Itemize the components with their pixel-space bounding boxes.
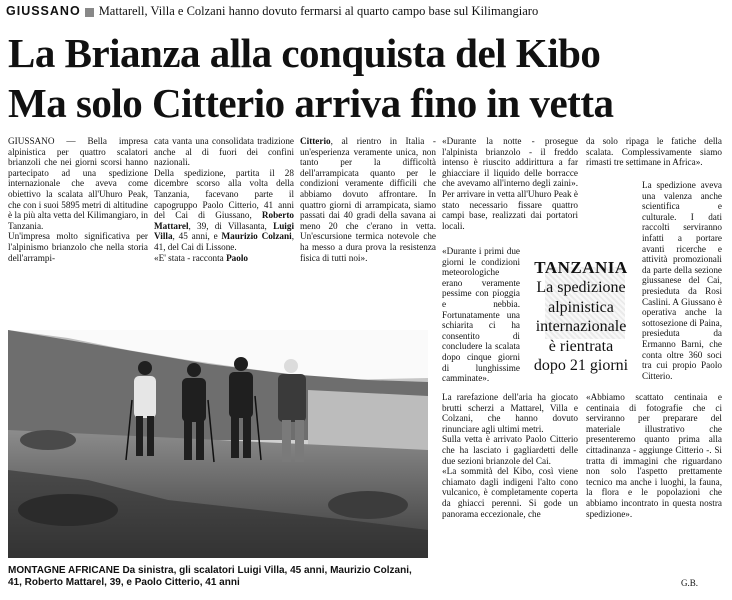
- article-column-2: [154, 136, 294, 263]
- article-column-5-bottom: [586, 392, 722, 519]
- paragraph: da solo ripaga le fatiche della scalata. Complessivamente siamo rimasti tre settimane in Africa».: [586, 136, 722, 168]
- paragraph: «Abbiamo scattato centinaia e centinaia di fotografie che ci serviranno per preparare del materiale illustrativo che presenteremo quanto prima alla cittadinanza - aggiunge Citterio -. Si tratta di immagini che riguardano non solo l'aspetto prettamente tecnico ma anche i luoghi, la fauna, la flora e le popolazioni che abbiamo incontrato in questa nostra spedizione».: [586, 392, 722, 519]
- climbers-photo: [8, 330, 428, 558]
- paragraph: La spedizione aveva una valenza anche scientifica e culturale. I dati raccolti serviranno infatti a portare avanti ricerche e attività promozionali da parte della sezione giussanese del Cai, presieduta da Rosi Caslini. A Giussano è operativa anche la sottosezione di Paina, presieduta da Ermanno Barni, che conta oltre 360 soci tra cui propio Paolo Citterio.: [642, 180, 722, 381]
- tanzania-callout: [525, 255, 637, 381]
- callout-line: La spedizione: [536, 279, 626, 296]
- headline-line-1: La Brianza alla conquista del Kibo: [8, 30, 601, 76]
- callout-line: alpinistica: [548, 298, 614, 316]
- square-bullet-icon: [85, 8, 94, 17]
- article-column-5-top: [586, 136, 722, 168]
- subheadline: Mattarell, Villa e Colzani hanno dovuto fermarsi al quarto campo base sul Kilimangiaro: [98, 4, 539, 18]
- headline-line-2: Ma solo Citterio arriva fino in vetta: [8, 80, 614, 126]
- name-citterio: Citterio: [300, 136, 331, 146]
- article-column-4-top: [442, 136, 578, 231]
- paragraph: Un'impresa molto significativa per l'alpinismo brianzolo che nella storia dell'arrampi-: [8, 231, 148, 263]
- article-column-5-narrow: [642, 180, 722, 381]
- paragraph: GIUSSANO — Bella impresa alpinistica per quattro scalatori brianzoli che nei giorni scorsi hanno partecipato ad una spedizione internazionale che aveva come obiettivo la scalata all'Uhuro Peak, che con i suoi 5895 metri di altitudine è la più alta vetta del Kilimangiaro, in Tanzania.: [8, 136, 148, 231]
- paragraph: «Durante la notte - prosegue l'alpinista brianzolo - il freddo intenso è riuscito addirittura a far ghiacciare il liquido delle borracce che avevamo all'interno degli zaini». Per arrivare in vetta all'Uhuro Peak è stato necessario fissare quattro campi base, realizzati dai portatori locali.: [442, 136, 578, 231]
- paragraph: Della spedizione, partita il 28 dicembre scorso alla volta della Tanzania, facevano parte il capogruppo Paolo Citterio, 41 anni del Cai di Giussano, Roberto Mattarel, 39, di Villasanta, Luigi Villa, 45 anni, e Maurizio Colzani, 41, del Cai di Lissone.: [154, 167, 294, 252]
- paragraph: «E' stata - racconta Paolo: [154, 252, 249, 263]
- paragraph: Citterio, al rientro in Italia - un'esperienza veramente unica, non tanto per la difficoltà dell'arrampicata quanto per le condizioni veramente difficili che abbiamo dovuto affrontare. In quattro giorni di arrampicata, siamo passati dai 40 gradi della savana ai meno 20 che c'erano in vetta. Un'escursione termica notevole che ha messo a dura prova la resistenza fisica di tutti noi».: [300, 136, 436, 263]
- paragraph: La rarefazione dell'aria ha giocato brutti scherzi a Mattarel, Villa e Colzani, che hanno dovuto rinunciare agli ultimi metri.: [442, 392, 578, 434]
- callout-line: dopo 21 giorni: [533, 357, 629, 374]
- callout-line: internazionale: [535, 318, 627, 335]
- article-column-1: [8, 136, 148, 263]
- article-column-4-bottom: [442, 392, 578, 519]
- name-villa: Luigi Villa: [154, 220, 294, 242]
- name-mattarel: Roberto Mattarel: [154, 210, 294, 231]
- dateline-place: GIUSSANO: [6, 4, 81, 18]
- photo-caption: MONTAGNE AFRICANE Da sinistra, gli scalatori Luigi Villa, 45 anni, Maurizio Colzani, 41, Roberto Mattarel, 39, e Paolo Citterio, 41 anni: [8, 565, 412, 588]
- paragraph: «Durante i primi due giorni le condizioni meteorologiche erano veramente pessime con pioggia e nebbia. Fortunatamente una schiarita ci ha consentito di concludere la scalata dopo cinque giorni di lunghissime camminate».: [442, 246, 520, 384]
- mountain-photo-illustration: [8, 330, 428, 558]
- paragraph: cata vanta una consolidata tradizione anche al di fuori dei confini nazionali.: [154, 136, 294, 168]
- article-column-4-narrow: [442, 246, 520, 384]
- callout-title: TANZANIA: [534, 258, 628, 277]
- kicker-line: [6, 4, 538, 19]
- article-column-3: [300, 136, 436, 263]
- name-paolo: Paolo: [226, 252, 249, 263]
- callout-line: è rientrata: [548, 337, 614, 355]
- name-colzani: Maurizio Colzani: [221, 231, 292, 242]
- paragraph: «La sommità del Kibo, così viene chiamato dagli indigeni l'alto cono vulcanico, è completamente coperta da ghiacci perenni. Si gode un panorama eccezionale, che: [442, 466, 578, 519]
- author-signature: G.B.: [680, 578, 698, 588]
- paragraph: Sulla vetta è arrivato Paolo Citterio che ha lasciato i gagliardetti delle due sezioni brianzole del Cai.: [442, 434, 578, 466]
